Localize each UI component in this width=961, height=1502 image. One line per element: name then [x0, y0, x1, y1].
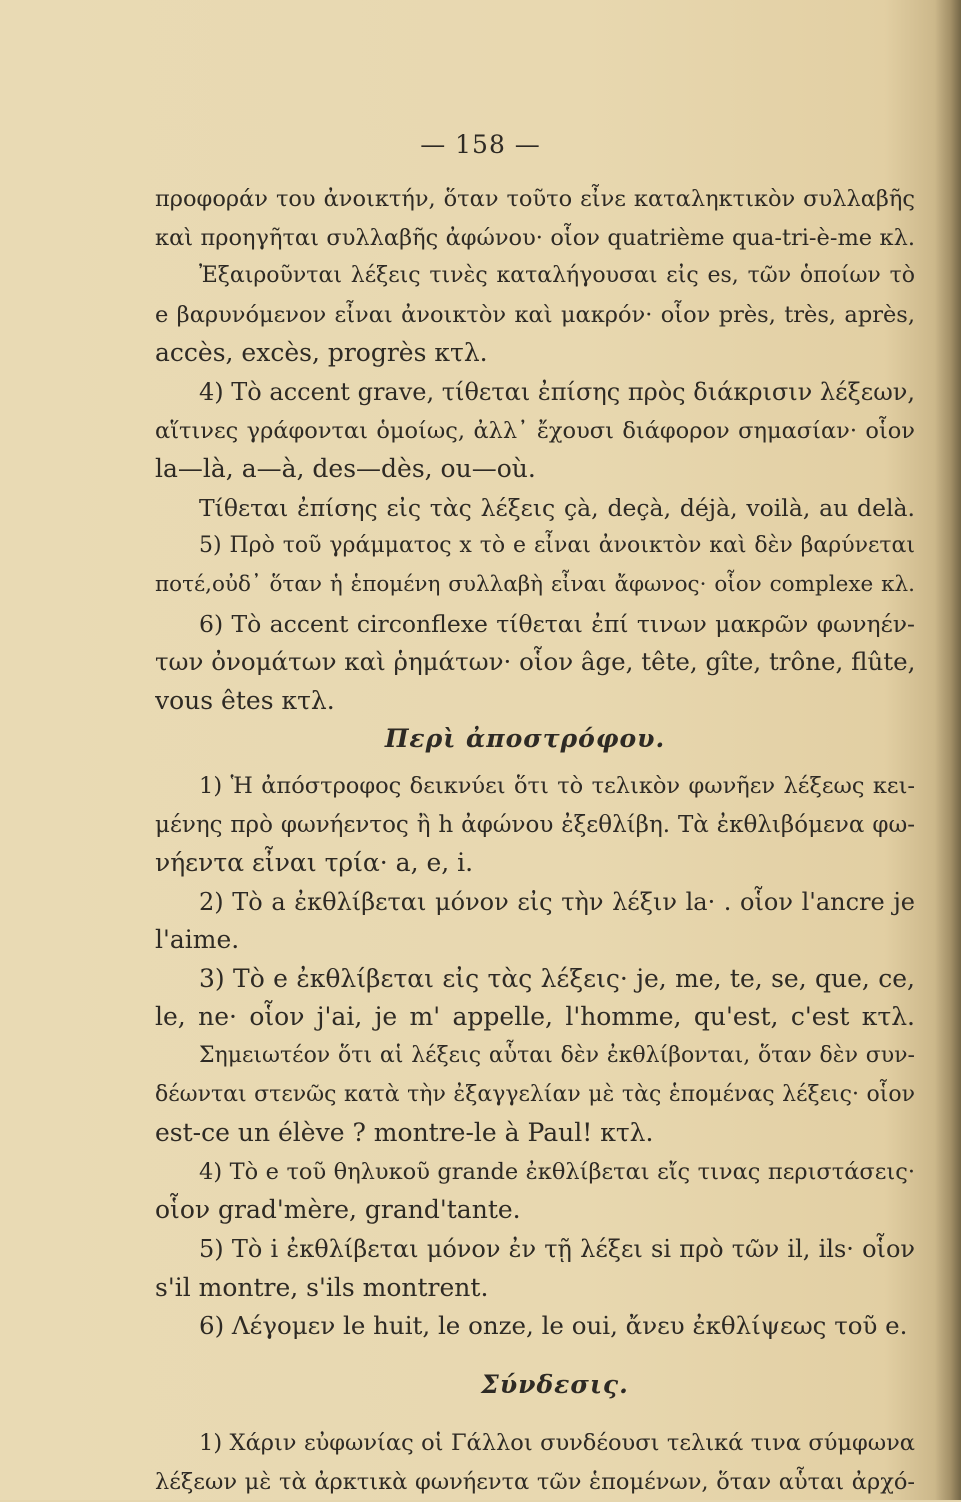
text-line: s'il montre, s'ils montrent.	[155, 1272, 489, 1302]
text-line: le, ne· οἷον j'ai, je m' appelle, l'homme, qu'est, c'est κτλ.	[155, 1002, 915, 1032]
text-line: 5) Πρὸ τοῦ γράμματος x τὸ e εἶναι ἀνοικτὸν καὶ δὲν βαρύνεται	[199, 533, 915, 559]
text-line: λέξεων μὲ τὰ ἀρκτικὰ φωνήεντα τῶν ἑπομένων, ὅταν αὗται ἀρχό-	[155, 1469, 915, 1495]
text-line: ποτέ,οὐδ᾽ ὅταν ἡ ἑπομένη συλλαβὴ εἶναι ἄφωνος· οἷον complexe κλ.	[155, 571, 915, 597]
text-line: Σημειωτέον ὅτι αἱ λέξεις αὗται δὲν ἐκθλίβονται, ὅταν δὲν συν-	[199, 1043, 915, 1069]
text-line: 1) Ἡ ἀπόστροφος δεικνύει ὅτι τὸ τελικὸν φωνῆεν λέξεως κει-	[199, 772, 915, 799]
section-heading-liaison: Σύνδεσις.	[481, 1369, 629, 1399]
section-heading-apostrophe: Περὶ ἀποστρόφου.	[384, 724, 666, 754]
text-line: l'aime.	[155, 925, 240, 955]
text-line: Τίθεται ἐπίσης εἰς τὰς λέξεις çà, deçà, déjà, voilà, au delà.	[199, 493, 915, 522]
text-line: accès, excès, progrès κτλ.	[155, 338, 488, 368]
text-line: vous êtes κτλ.	[155, 685, 335, 715]
text-line: νήεντα εἶναι τρία· a, e, i.	[155, 848, 474, 878]
body-text	[155, 180, 915, 1502]
text-line: 4) Τὸ accent grave, τίθεται ἐπίσης πρὸς διάκρισιν λέξεων,	[199, 377, 915, 406]
text-line: μένης πρὸ φωνήεντος ἢ h ἀφώνου ἐξεθλίβη. Τὰ ἐκθλιβόμενα φω-	[155, 811, 915, 838]
text-line: 6) Τὸ accent circonflexe τίθεται ἐπί τινων μακρῶν φωνηέν-	[199, 609, 915, 638]
text-line: δέωνται στενῶς κατὰ τὴν ἐξαγγελίαν μὲ τὰς ἑπομένας λέξεις· οἷον	[155, 1081, 915, 1107]
text-line: 1) Χάριν εὐφωνίας οἱ Γάλλοι συνδέουσι τελικά τινα σύμφωνα	[199, 1430, 915, 1457]
text-line: 2) Τὸ a ἐκθλίβεται μόνον εἰς τὴν λέξιν la· . οἷον l'ancre je	[199, 887, 915, 916]
text-line: 6) Λέγομεν le huit, le onze, le oui, ἄνευ ἐκθλίψεως τοῦ e.	[199, 1311, 908, 1341]
text-line: Ἐξαιροῦνται λέξεις τινὲς καταλήγουσαι εἰς es, τῶν ὁποίων τὸ	[199, 263, 915, 289]
page-edge-shadow	[935, 0, 961, 1500]
text-line: αἵτινες γράφονται ὁμοίως, ἀλλ᾽ ἔχουσι διάφορον σημασίαν· οἷον	[155, 417, 915, 444]
text-line: e βαρυνόμενον εἶναι ἀνοικτὸν καὶ μακρόν· οἷον près, très, après,	[155, 301, 915, 328]
text-line: 5) Τὸ i ἐκθλίβεται μόνον ἐν τῇ λέξει si πρὸ τῶν il, ils· οἷον	[199, 1235, 915, 1264]
text-line: 4) Τὸ e τοῦ θηλυκοῦ grande ἐκθλίβεται εἴς τινας περιστάσεις·	[199, 1158, 915, 1185]
page-number: — 158 —	[420, 130, 541, 159]
text-line: οἷον grad'mère, grand'tante.	[155, 1195, 521, 1225]
text-line: των ὀνομάτων καὶ ῥημάτων· οἷον âge, tête, gîte, trône, flûte,	[155, 647, 915, 677]
text-line: est-ce un élève ? montre-le à Paul! κτλ.	[155, 1118, 654, 1148]
text-line: καὶ προηγῆται συλλαβῆς ἀφώνου· οἷον quatrième qua-tri-è-me κλ.	[155, 224, 915, 251]
text-line: 3) Τὸ e ἐκθλίβεται εἰς τὰς λέξεις· je, me, te, se, que, ce,	[199, 963, 915, 993]
text-line: la—là, a—à, des—dès, ou—où.	[155, 454, 536, 484]
text-line: προφοράν του ἀνοικτήν, ὅταν τοῦτο εἶνε καταληκτικὸν συλλαβῆς	[155, 186, 915, 212]
